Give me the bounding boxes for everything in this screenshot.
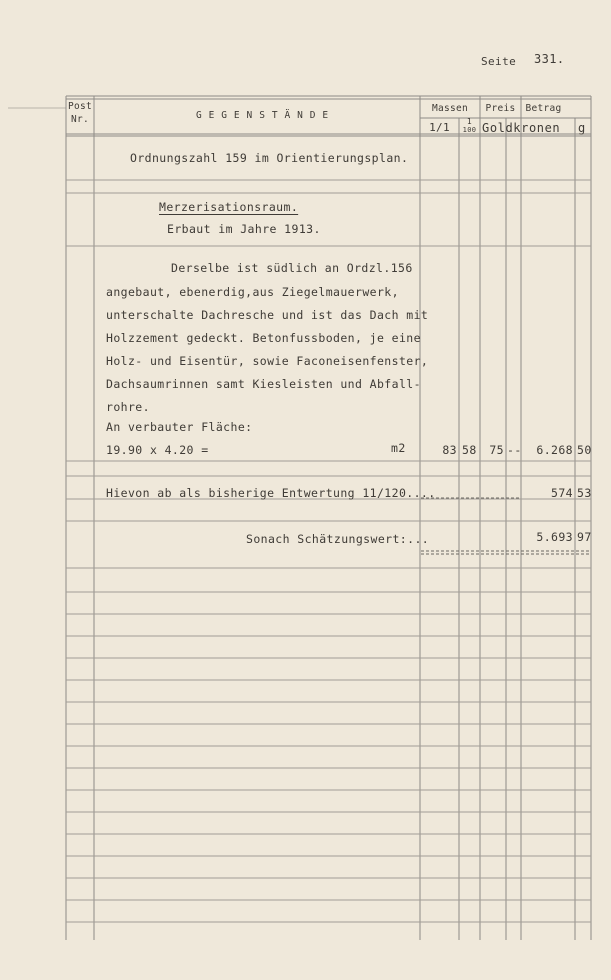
header-massen-fraction-den: 100 [462, 126, 477, 134]
description-line: angebaut, ebenerdig,aus Ziegelmauerwerk, [106, 285, 399, 299]
amount-whole: 6.268 [536, 443, 573, 457]
header-massen-fraction-num: 1 [466, 117, 473, 126]
header-currency-suffix: g [578, 121, 586, 135]
area-calc: 19.90 x 4.20 = [106, 443, 209, 457]
header-massen: Massen [431, 103, 469, 114]
price-whole: 75 [489, 443, 504, 457]
description-line: Dachsaumrinnen samt Kiesleisten und Abfall- [106, 377, 421, 391]
erbaut: Erbaut im Jahre 1913. [167, 222, 321, 236]
deduction-whole: 574 [551, 486, 573, 500]
entry-title: Merzerisationsraum. [159, 200, 299, 214]
description-line: Holzzement gedeckt. Betonfussboden, je eine [106, 331, 421, 345]
mass-fraction: 58 [462, 443, 477, 457]
area-label: An verbauter Fläche: [106, 420, 253, 434]
page-number: 331. [534, 52, 565, 66]
description-line: Holz- und Eisentür, sowie Faconeisenfenster, [106, 354, 429, 368]
amount-fraction: 50 [577, 443, 592, 457]
header-gegenstaende: G E G E N S T Ä N D E [196, 110, 329, 121]
result-whole: 5.693 [536, 530, 573, 544]
description-line: unterschalte Dachresche und ist das Dach mit [106, 308, 429, 322]
header-post-nr: Post Nr. [67, 101, 93, 125]
description-line: Derselbe ist südlich an Ordzl.156 [171, 261, 413, 275]
deduction-fraction: 53 [577, 486, 592, 500]
deduction-label: Hievon ab als bisherige Entwertung 11/120.... [106, 486, 436, 500]
area-unit: m2 [391, 441, 406, 455]
page-label: Seite [481, 55, 517, 68]
header-massen-full: 1/1 [429, 121, 450, 134]
mass-whole: 83 [442, 443, 457, 457]
header-preis: Preis [485, 103, 516, 114]
header-currency: Goldkronen [482, 121, 561, 135]
price-fraction: -- [507, 443, 522, 457]
header-betrag: Betrag [525, 103, 562, 114]
description-line: rohre. [106, 400, 150, 414]
ordnungszahl: Ordnungszahl 159 im Orientierungsplan. [130, 151, 409, 165]
result-label: Sonach Schätzungswert:... [246, 532, 430, 546]
result-fraction: 97 [577, 530, 592, 544]
